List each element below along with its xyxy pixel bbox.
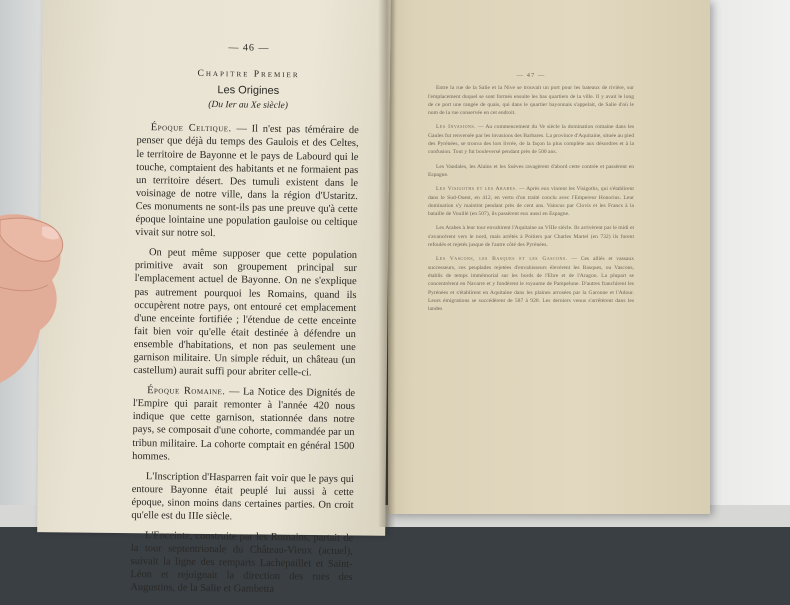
- paragraph-text: L'Inscription d'Hasparren fait voir que le pays qui entoure Bayonne était peuplé lui aussi à cette époque, sinon moins dans certaines parties. On croit qu'elle est du IIIe siècle.: [131, 471, 354, 522]
- background-right: [700, 0, 790, 527]
- paragraph: [131, 470, 354, 525]
- paragraph-text: — Après eux vinrent les Visigoths, qui s'établirent dans le Sud-Ouest, en 412, en vertu d'un traité conclu avec l'Empereur Honorius. Leur domination s'y maintint pendant près de cent ans. Vaincus par Clovis et les Francs à la bataille de Vouillé (en 507), ils passèrent eux aussi en Espagne.: [428, 186, 634, 217]
- paragraph-head: Les Invasions.: [436, 124, 476, 130]
- paragraph: [428, 123, 634, 156]
- paragraph-text: — Il n'est pas téméraire de penser que déjà du temps des Gaulois et des Celtes, le territoire de Bayonne et le pays de Labourd qui le touche, comptaient des habitants et ne formaient pas un territoire désert. Des tumuli existent dans le voisinage de notre ville, dans la région d'Ustaritz. Ces monuments ne sont-ils pas une preuve qu'à cette époque lointaine une population gauloise ou celtique vivait sur notre sol.: [135, 124, 359, 240]
- paragraph-text: Entre la rue de la Salie et la Nive se trouvait un port pour les bateaux de rivière, sur l'emplacement duquel se sont formés ensuite les bas quartiers de la ville. Il y avait le long de ce port une rangée de quais, qui dans le quartier bayonnais s'appelait, de Salie d'où le nom de la rue conservée en cet endroit.: [428, 85, 634, 116]
- paragraph: [428, 224, 634, 249]
- paragraph: [133, 246, 357, 380]
- right-page-text: [428, 72, 634, 319]
- chapter-title: Les Origines: [137, 83, 359, 99]
- paragraph-head: Époque Romaine.: [147, 385, 225, 397]
- chapter-heading: Chapitre Premier: [137, 67, 359, 83]
- paragraph-text: Les Arabes à leur tour envahirent l'Aquitaine au VIIIe siècle. Ils arrivèrent par le midi et s'avancèrent vers le nord, mais arrêtés à Poitiers par Charles Martel (en 732) ils furent refoulés et rejetés jusque de l'autre côté des Pyrénées.: [428, 225, 634, 248]
- paragraph: [428, 84, 634, 117]
- paragraph-text: Les Vandales, les Alains et les Suèves ravagèrent d'abord cette contrée et passèrent en Espagne.: [428, 164, 634, 178]
- paragraph: [428, 163, 634, 180]
- paragraph-head: Les Visigoths et les Arabes.: [436, 186, 517, 192]
- paragraph-text: L'Enceinte, construite par les Romains, partait de la tour septentrionale du Château-Vieux (actuel), suivait la ligne des remparts Lachepaillet et Saint-Léon et rejoignait la direction des rues des Augustins, de la Salie et Gambetta: [130, 530, 353, 595]
- paragraph: [130, 529, 353, 598]
- paragraph: [428, 185, 634, 218]
- paragraph: [428, 255, 634, 313]
- hand-image: [0, 205, 75, 395]
- paragraph: [132, 384, 355, 466]
- paragraph-head: Les Vascons, les Basques et les Gascons.: [436, 256, 568, 262]
- page-number: — 47 —: [428, 72, 634, 80]
- paragraph: [135, 121, 359, 242]
- book-gutter: [378, 0, 396, 527]
- page-number: — 46 —: [138, 40, 360, 56]
- paragraph-text: — Au commencement du Ve siècle la domination romaine dans les Gaules fut renversée par les invasions des Barbares. La province d'Aquitaine, située au pied des Pyrénées, se trouva des lors livrée, de la façon la plus complète aux désordres et à la confusion. Tout y fut bouleversé pendant près de 500 ans.: [428, 124, 634, 155]
- paragraph-text: — Ces alliés et vassaux successeurs, ces peuplades rejetées d'envahisseurs élevèrent les Basques, ou Vascons, établis de temps immémorial sur les bords de l'Ebre et de l'Aragon. La plupart se concentrèrent en Navarre et y fondèrent le royaume de Pampelune. D'autres franchirent les Pyrénées et s'établirent en Aquitaine dans les plaines arrosées par la Garonne et l'Adour. Leurs émigrations se succédèrent de 587 à 928. Les derniers venus s'arrêtèrent dans les landes: [428, 256, 634, 312]
- chapter-subtitle: (Du Ier au Xe siècle): [137, 98, 359, 114]
- paragraph-text: — La Notice des Dignités de l'Empire qui parait remonter à l'année 420 nous indique que cette garnison, stationnée dans notre pays, se composait d'une cohorte, commandée par un tribun militaire. La cohorte comptait en général 1500 hommes.: [132, 386, 355, 462]
- paragraph-head: Époque Celtique.: [151, 123, 232, 135]
- paragraph-text: On peut même supposer que cette population primitive avait son groupement principal sur l'emplacement actuel de Bayonne. On ne s'explique pas autrement pourquoi les Romains, quand ils occupèrent notre pays, ont entouré cet emplacement d'une enceinte fortifiée ; l'étendue de cette enceinte fait bien voir qu'elle était destinée à défendre un ensemble d'habitations, et non pas seulement une garnison militaire. Un simple réduit, un château (un castellum) aurait suffi pour abriter celle-ci.: [133, 247, 357, 378]
- left-page-text: [130, 40, 360, 605]
